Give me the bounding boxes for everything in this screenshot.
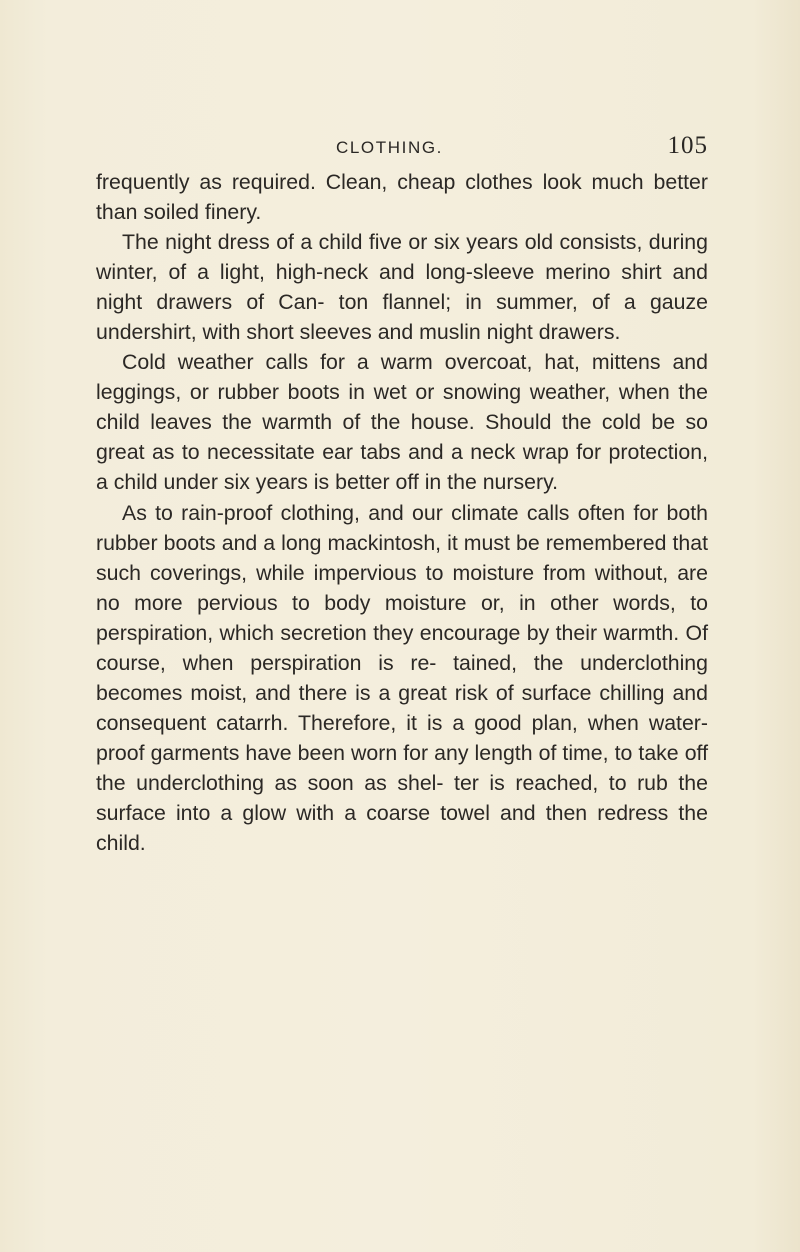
paragraph-rain-proof: As to rain-proof clothing, and our climate calls often for both rubber boots and a long mackintosh, it must be remembered that such coverings, while impervious to moisture from without, are no more pervious to body moisture or, in other words, to perspiration, which secretion they encourage by their warmth. Of course, when perspiration is re- tained, the underclothing becomes moist, and there is a great risk of surface chilling and consequent catarrh. Therefore, it is a good plan, when water- proof garments have been worn for any length of time, to take off the underclothing as soon as shel- ter is reached, to rub the surface into a glow with a coarse towel and then redress the child.	[96, 500, 708, 856]
running-title: CLOTHING.	[336, 138, 443, 157]
running-head	[96, 130, 708, 170]
page-number: 105	[667, 132, 708, 159]
body-text	[96, 167, 708, 858]
paragraph-night-dress: The night dress of a child five or six years old consists, during winter, of a light, high-neck and long-sleeve merino shirt and night drawers of Can- ton flannel; in summer, of a gauze undershirt, with short sleeves and muslin night drawers.	[96, 230, 708, 345]
paragraph-cold-weather: Cold weather calls for a warm overcoat, hat, mittens and leggings, or rubber boots in wet or snowing weather, when the child leaves the warmth of the house. Should the cold be so great as to necessitate ear tabs and a neck wrap for protection, a child under six years is better off in the nursery.	[96, 350, 708, 495]
paragraph-continued: frequently as required. Clean, cheap clothes look much better than soiled finery.	[96, 170, 708, 225]
